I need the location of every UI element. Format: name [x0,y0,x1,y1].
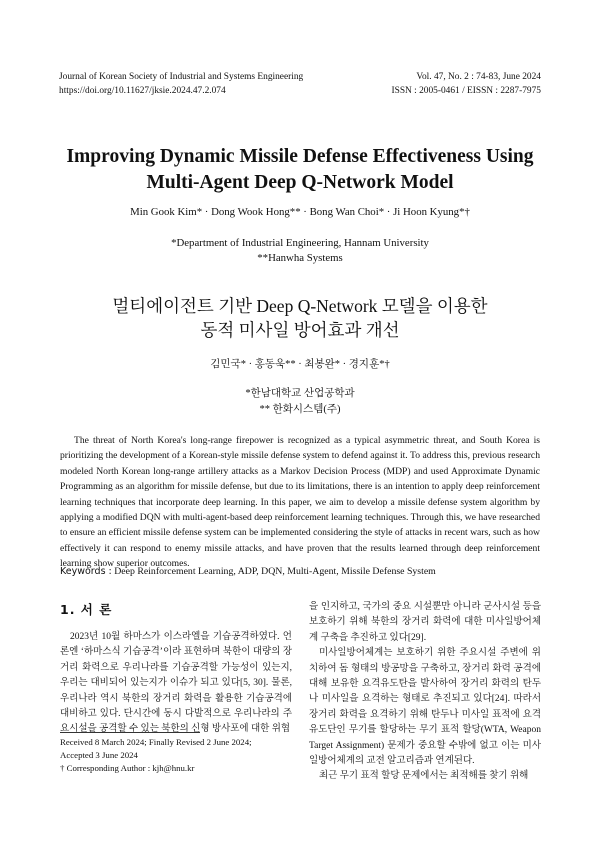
intro-paragraph-3: 최근 무기 표적 할당 문제에서는 최적해를 찾기 위해 [319,771,529,782]
body-column-left [60,630,292,738]
intro-paragraph-2: 미사일방어체계는 보호하기 위한 주요시설 주변에 위치하여 돔 형태의 방공망을 구축하고, 장거리 화력 공격에 대해 보유한 요격유도탄을 발사하여 장거리 화력의 탄두나 미사일을 요격하는 형태로 추진되고 있다[24]. 따라서 장거리 화력을 요격하기 위해 탄두나 미사일 표적에 요격유도단인 무기를 할당하는 무기 표적 할당(WTA, Weapon Target Assignment) 문제가 중요할 수밖에 없고 이는 미사일방어체계의 교전 알고리즘과 연계된다. [309,648,541,767]
accepted-date: Accepted 3 June 2024 [60,750,138,760]
author-list-korean: 김민국* · 홍동욱** · 최봉완* · 경지훈*† [210,359,390,370]
abstract: The threat of North Korea's long-range firepower is recognized as a typical asymmetric threat, and South Korea is prioritizing the development of a Korean-style missile defense system to defend against it. To address this, previous research modeled North Korean long-range artillery attacks as a Markov Decision Process (MDP) and used Approximate Dynamic Programming as an algorithm for missile defense, but due to its limitations, there is an intention to apply deep reinforcement learning techniques that incorporate deep learning. In this paper, we aim to develop a missile defense system algorithm by applying a modified DQN with multi-agent-based deep reinforcement learning techniques. Through this, we have researched to ensure an efficient missile defense system can be implemented considering the style of attacks in recent wars, such as how effectively it can respond to enemy missile attacks, and have proven that the results learned through deep reinforcement learning show superior outcomes. [60,435,540,570]
paper-title-korean [0,294,600,342]
affiliation-ko-1: *한남대학교 산업공학과 [245,388,355,399]
affiliations-english [0,236,600,266]
running-header-right [392,70,542,98]
intro-paragraph-1: 2023년 10월 하마스가 이스라엘을 기습공격하였다. 언론엔 ‘하마스식 기습공격’이라 표현하며 북한이 대량의 장거리 화력으로 우리나라를 기습공격할 가능성이 있는지, 우리는 대비되어 있는지가 이슈가 되고 있다[5, 30]. 물론, 우리나라 역시 북한의 장거리 화력을 활용한 기습공격에 대비하고 있다. 단시간에 동시 다발적으로 우리나라의 주요시설을 공격할 수 있는 북한의 신형 방사포에 대한 위협 [60,632,292,735]
intro-paragraph-1-continued: 을 인지하고, 국가의 중요 시설뿐만 아니라 군사시설 등을 보호하기 위해 북한의 장거리 화력에 대한 미사일방어체계 구축을 추진하고 있다[29]. [309,602,541,643]
corresponding-author: † Corresponding Author : kjh@hnu.kr [60,763,195,773]
body-column-right [309,600,541,785]
footnote-divider [60,732,200,733]
affiliation-ko-2: ** 한화시스템(주) [259,404,341,415]
keywords [60,566,436,577]
title-ko-line-1: 멀티에이전트 기반 Deep Q-Network 모델을 이용한 [112,296,488,316]
journal-name: Journal of Korean Society of Industrial and Systems Engineering [59,72,304,82]
affiliation-en-1: *Department of Industrial Engineering, Hannam University [171,237,429,249]
doi-link[interactable]: https://doi.org/10.11627/jksie.2024.47.2.074 [59,86,226,96]
author-list-english: Min Gook Kim* · Dong Wook Hong** · Bong Wan Choi* · Ji Hoon Kyung*† [130,206,470,218]
section-heading-introduction: 1. 서 론 [60,602,113,617]
running-header-left [59,70,303,98]
title-ko-line-2: 동적 미사일 방어효과 개선 [200,320,400,340]
affiliations-korean [0,386,600,418]
affiliation-en-2: **Hanwha Systems [257,252,343,264]
keywords-text: Deep Reinforcement Learning, ADP, DQN, Multi-Agent, Missile Defense System [114,566,436,577]
paper-title-english [0,144,600,196]
footnotes [60,736,252,775]
keywords-label: Keywords : [60,566,112,577]
title-en-line-2: Multi-Agent Deep Q-Network Model [146,172,454,193]
issn-info: ISSN : 2005-0461 / EISSN : 2287-7975 [391,86,541,96]
received-date: Received 8 March 2024; Finally Revised 2 June 2024; [60,737,252,747]
volume-info: Vol. 47, No. 2 : 74-83, June 2024 [416,72,541,82]
title-en-line-1: Improving Dynamic Missile Defense Effectiveness Using [66,146,534,167]
